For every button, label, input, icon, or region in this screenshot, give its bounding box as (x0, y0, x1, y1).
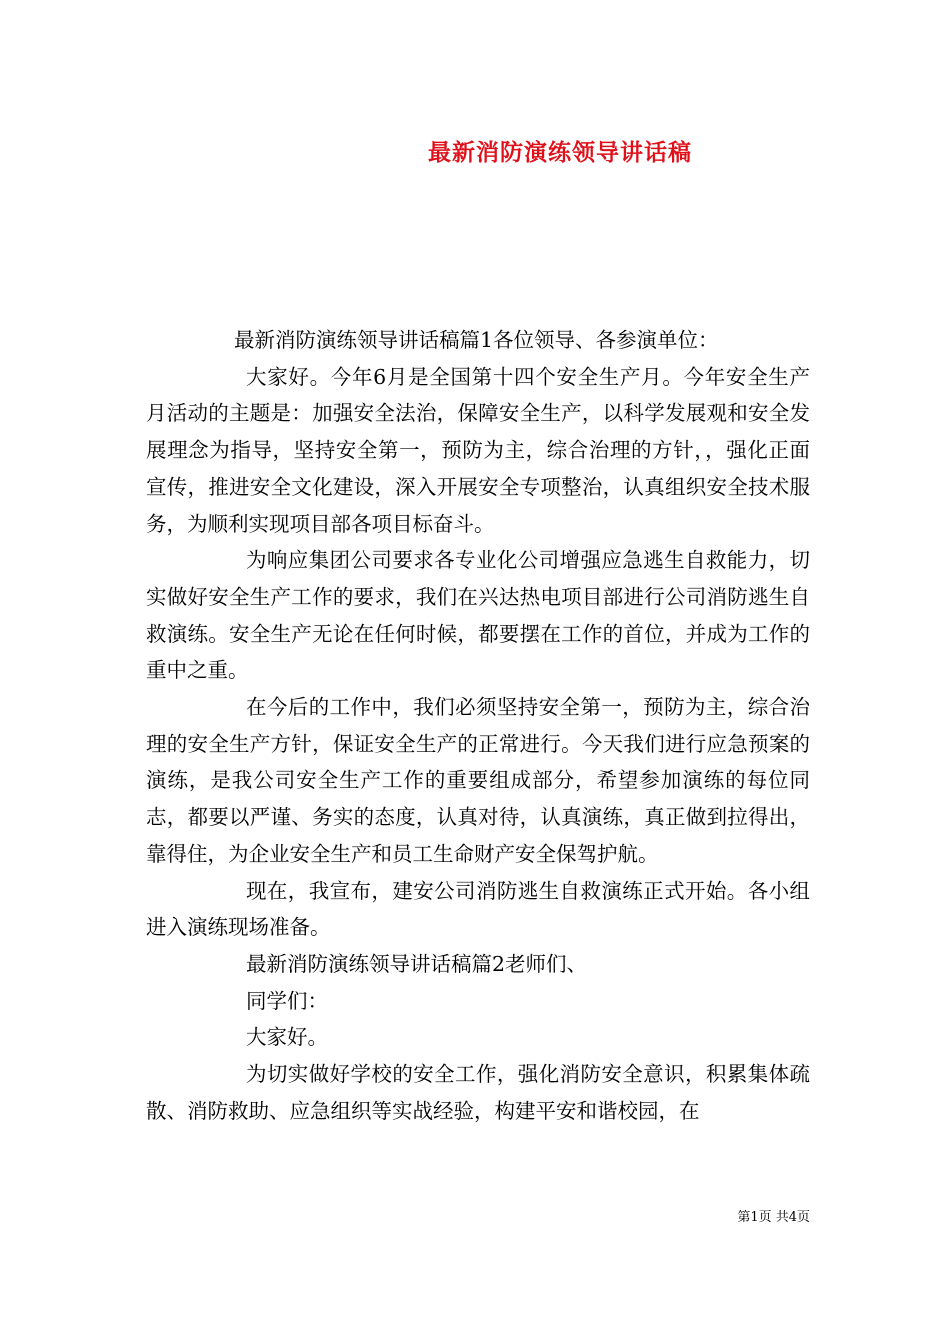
document-title: 最新消防演练领导讲话稿 (428, 139, 692, 166)
document-body (146, 322, 810, 1129)
paragraph: 在今后的工作中，我们必须坚持安全第一，预防为主，综合治理的安全生产方针，保证安全生产的正常进行。今天我们进行应急预案的演练，是我公司安全生产工作的重要组成部分，希望参加演练的每位同志，都要以严谨、务实的态度，认真对待，认真演练，真正做到拉得出，靠得住，为企业安全生产和员工生命财产安全保驾护航。 (146, 695, 810, 866)
paragraph: 大家好。今年6月是全国第十四个安全生产月。今年安全生产月活动的主题是：加强安全法治，保障安全生产，以科学发展观和安全发展理念为指导，坚持安全第一，预防为主，综合治理的方针，，强化正面宣传，推进安全文化建设，深入开展安全专项整治，认真组织安全技术服务，为顺利实现项目部各项目标奋斗。 (146, 364, 810, 536)
paragraph: 大家好。 (246, 1025, 328, 1050)
paragraph-section-heading: 最新消防演练领导讲话稿篇2老师们、 (246, 951, 588, 976)
paragraph: 为切实做好学校的安全工作，强化消防安全意识，积累集体疏散、消防救助、应急组织等实战经验，构建平安和谐校园，在 (146, 1062, 810, 1123)
page-number-footer: 第1页 共4页 (737, 1210, 810, 1225)
paragraph: 为响应集团公司要求各专业化公司增强应急逃生自救能力，切实做好安全生产工作的要求，我们在兴达热电项目部进行公司消防逃生自救演练。安全生产无论在任何时候，都要摆在工作的首位，并成为工作的重中之重。 (146, 548, 810, 683)
paragraph: 现在，我宣布，建安公司消防逃生自救演练正式开始。各小组进入演练现场准备。 (146, 878, 810, 940)
paragraph-intro: 最新消防演练领导讲话稿篇1各位领导、各参演单位： (234, 328, 719, 352)
paragraph: 同学们： (246, 988, 328, 1013)
